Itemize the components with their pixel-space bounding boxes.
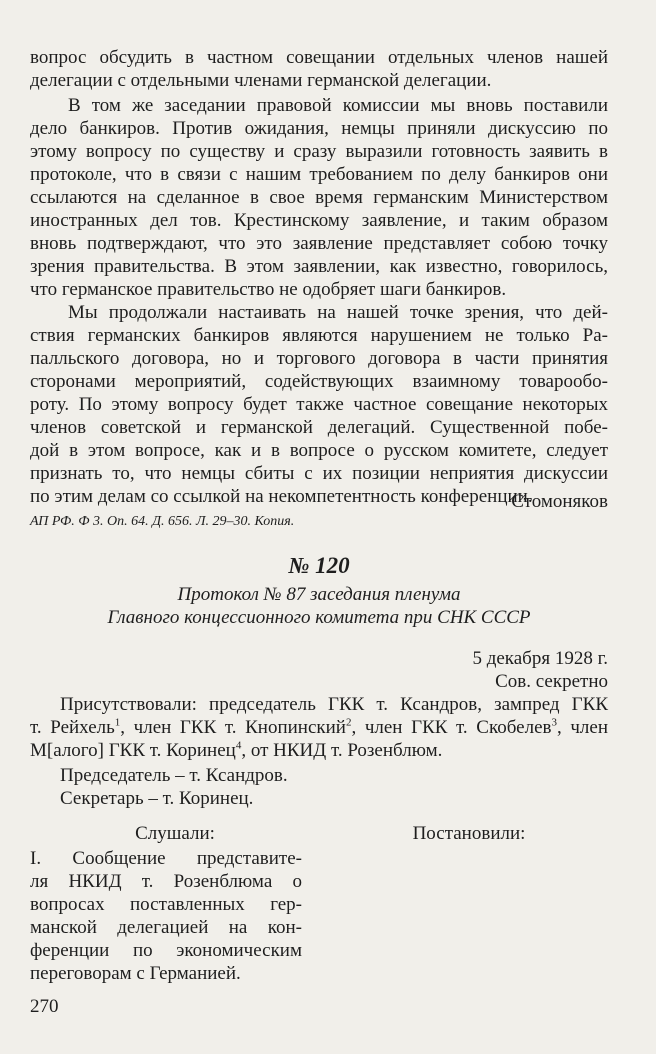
signature-text: Стомоняков	[511, 491, 608, 512]
text-line: что германское правительство не одобряет шаги банкиров.	[30, 279, 507, 300]
heard-label: Слушали:	[135, 823, 215, 844]
paragraph-3	[30, 301, 608, 508]
text-line: Присутствовали: председатель ГКК т. Ксандров, зампред ГКК	[60, 694, 608, 715]
text-line: ля НКИД т. Розенблюма о	[30, 871, 302, 892]
text-line: протоколе, что в связи с нашим требованием по делу банкиров они	[30, 164, 608, 185]
page-number: 270	[30, 996, 59, 1017]
secretary-text: Секретарь – т. Коринец.	[60, 788, 254, 809]
text-line: I. Сообщение представите-	[30, 848, 302, 869]
document-title	[30, 583, 608, 629]
text-line: манской делегацией на кон-	[30, 917, 302, 938]
text-line: вопросах поставленных гер-	[30, 894, 302, 915]
paragraph-2	[30, 94, 608, 301]
attendee-text: , член	[556, 717, 608, 738]
chairman-text: Председатель – т. Ксандров.	[60, 765, 288, 786]
decided-column-header	[330, 822, 608, 845]
text-line: дой в этом вопросе, как и в вопросе о русском комитете, следует	[30, 440, 608, 461]
text-line: по этим делам со ссылкой на некомпетентность конференции.	[30, 486, 533, 507]
attendees-paragraph	[30, 693, 608, 762]
text-line: делегации с отдельными членами германской делегации.	[30, 70, 492, 91]
title-line: Главного концессионного комитета при СНК СССР	[107, 607, 531, 628]
text-line: Мы продолжали настаивать на нашей точке зрения, что дей-	[68, 302, 608, 323]
footnote-ref: 1	[114, 716, 121, 729]
text-line: членов советской и германской делегаций. Существенной побе-	[30, 417, 608, 438]
date-text: 5 декабря 1928 г.	[472, 648, 608, 669]
text-line: палльского договора, но и торгового договора в части принятия	[30, 348, 608, 369]
attendee-text: , член ГКК т. Скобелев	[351, 717, 552, 738]
document-number: № 120	[288, 553, 350, 578]
text-line: ствия германских банкиров являются нарушением не только Ра-	[30, 325, 608, 346]
attendee-text: т. Рейхель	[30, 717, 115, 738]
text-line: дело банкиров. Против ожидания, немцы приняли дискуссию по	[30, 118, 608, 139]
archive-source	[30, 513, 608, 531]
text-line: ссылаются на сделанное в свое время германским Министерством	[30, 187, 608, 208]
text-line	[30, 739, 608, 762]
continuation-paragraph	[30, 46, 608, 92]
text-line: ференции по экономическим	[30, 940, 302, 961]
document-header	[30, 552, 608, 580]
officers	[30, 764, 608, 810]
text-line: иностранных дел тов. Крестинскому заявление, и таким образом	[30, 210, 608, 231]
footnote-ref: 3	[551, 716, 557, 729]
text-line: этому вопросу по существу и сразу выразили готовность заявить в	[30, 141, 608, 162]
decided-label: Постановили:	[412, 823, 526, 844]
attendee-text: , член ГКК т. Кнопинский	[120, 717, 346, 738]
text-line: В том же заседании правовой комиссии мы вновь поставили	[68, 95, 608, 116]
title-line: Протокол № 87 заседания пленума	[177, 584, 461, 605]
text-line: сторонами мероприятий, содействующих взаимному товарообо-	[30, 371, 608, 392]
source-text: АП РФ. Ф 3. Оп. 64. Д. 656. Л. 29–30. Копия.	[30, 514, 295, 529]
footnote-ref: 2	[345, 716, 352, 729]
agenda-item-1	[30, 847, 302, 985]
text-line: вновь подтверждают, что это заявление представляет собою точку	[30, 233, 608, 254]
footnote-ref: 4	[235, 739, 242, 752]
document-date	[30, 647, 608, 693]
text-line: вопрос обсудить в частном совещании отдельных членов нашей	[30, 47, 608, 68]
text-line	[30, 716, 608, 739]
text-line: зрения правительства. В этом заявлении, как известно, говорилось,	[30, 256, 608, 277]
attendee-text: , от НКИД т. Розенблюм.	[241, 740, 443, 761]
text-line: переговорам с Германией.	[30, 963, 241, 984]
text-line: признать то, что немцы сбиты с их позиции неприятия дискуссии	[30, 463, 608, 484]
signature	[30, 490, 608, 513]
text-line: роту. По этому вопросу будет также частное совещание некоторых	[30, 394, 608, 415]
heard-column-header	[30, 822, 320, 845]
attendee-text: М[алого] ГКК т. Коринец	[30, 740, 236, 761]
classification-text: Сов. секретно	[495, 671, 608, 692]
